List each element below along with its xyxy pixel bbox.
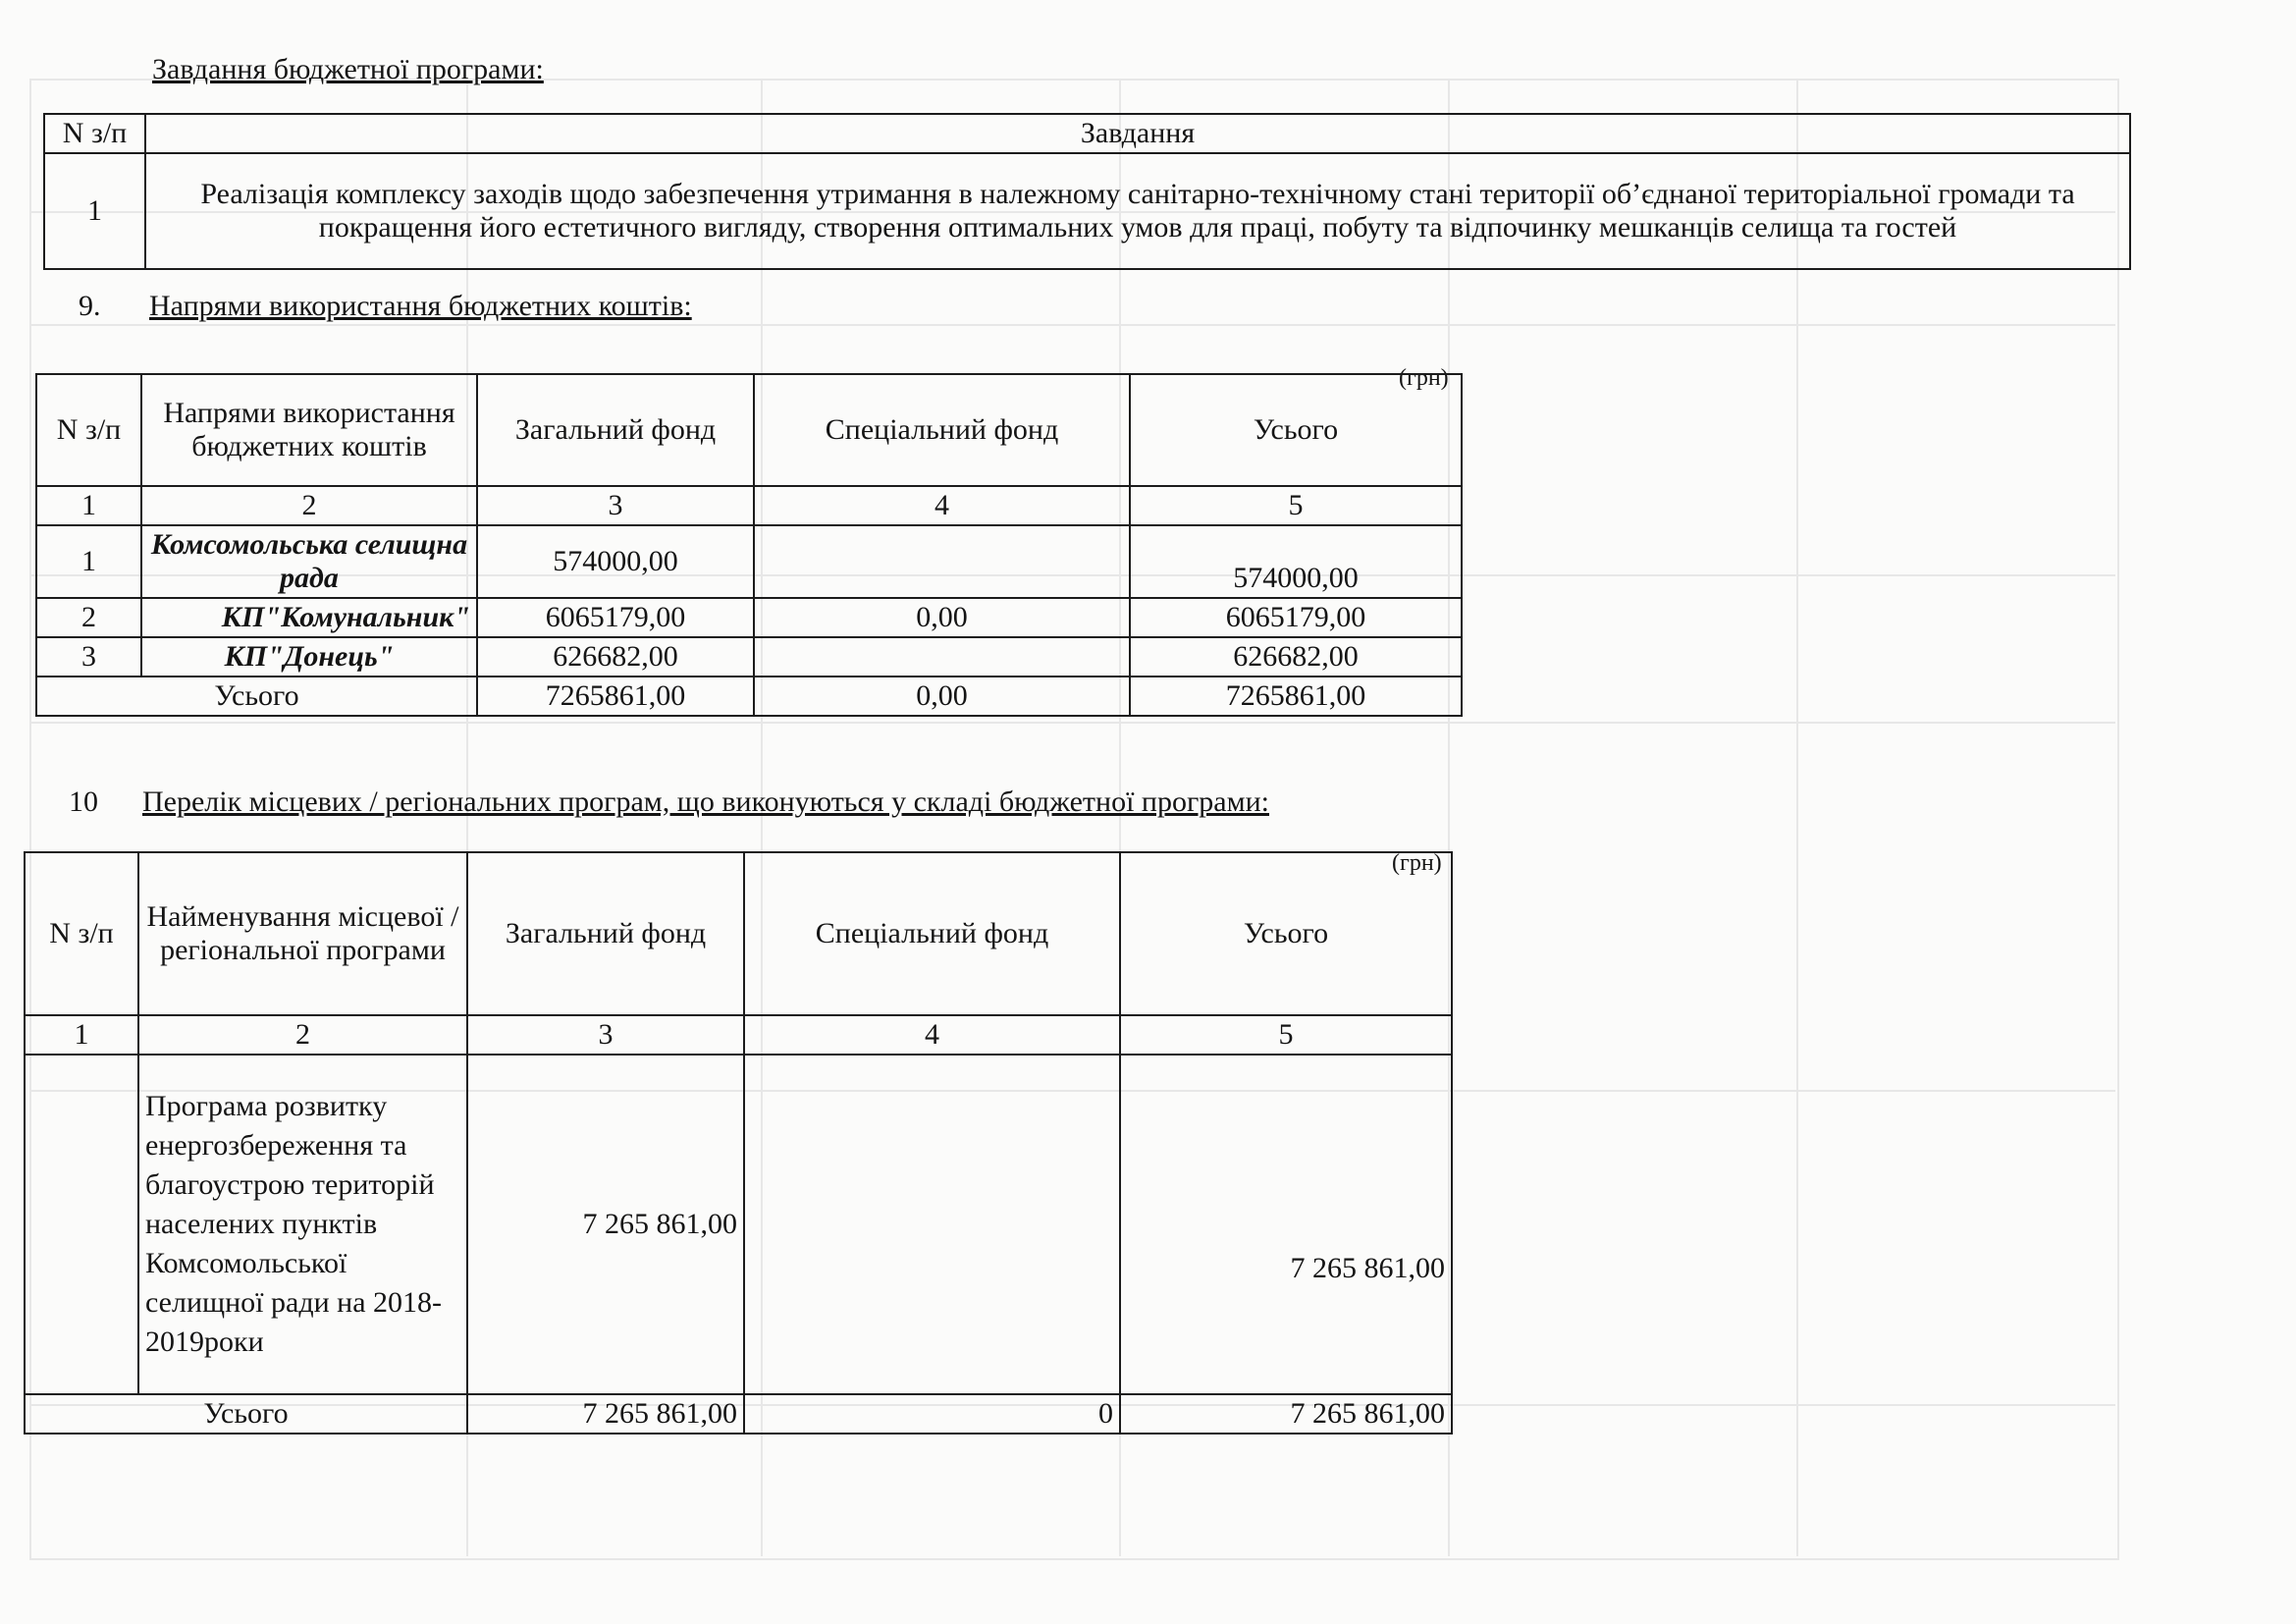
special-fund-value	[744, 1055, 1120, 1394]
direction-name: КП"Донець"	[141, 637, 477, 677]
index-row	[36, 486, 1462, 525]
general-fund-value: 574000,00	[477, 525, 754, 598]
section-9-heading: Напрями використання бюджетних коштів:	[149, 290, 692, 322]
row-number: 1	[44, 153, 145, 269]
direction-name: Комсомольська селищна рада	[141, 525, 477, 598]
total-row	[25, 1394, 1452, 1434]
table-header-row	[25, 852, 1452, 1015]
column-header-special-fund: Спеціальний фонд	[754, 374, 1130, 486]
program-name: Програма розвитку енергозбереження та благоустрою територій населених пунктів Комсомольської селищної ради на 2018-2019роки	[138, 1055, 467, 1394]
column-header-special-fund: Спеціальний фонд	[744, 852, 1120, 1015]
table-row	[36, 598, 1462, 637]
total-value: 7 265 861,00	[1120, 1055, 1452, 1394]
total-value: 574000,00	[1130, 525, 1462, 598]
section-10-unit: (грн)	[1392, 850, 1442, 876]
grand-total: 7 265 861,00	[1120, 1394, 1452, 1434]
grand-total: 7265861,00	[1130, 677, 1462, 716]
task-text: Реалізація комплексу заходів щодо забезпечення утримання в належному санітарно-технічному стані території об’єднаної територіальної громади та покращення його естетичного вигляду, створення оптимальних умов для праці, побуту та відпочинку мешканців селища та гостей	[145, 153, 2130, 269]
section-8-heading: Завдання бюджетної програми:	[152, 53, 544, 85]
row-number: 2	[36, 598, 141, 637]
index-cell: 4	[754, 486, 1130, 525]
table-row	[25, 1055, 1452, 1394]
column-header-number: N з/п	[25, 852, 138, 1015]
table-row	[44, 153, 2130, 269]
total-value: 6065179,00	[1130, 598, 1462, 637]
general-fund-total: 7 265 861,00	[467, 1394, 744, 1434]
tasks-table	[43, 113, 2131, 270]
column-header-total: Усього	[1120, 852, 1452, 1015]
row-number	[25, 1055, 138, 1394]
index-cell: 5	[1120, 1015, 1452, 1055]
column-header-general-fund: Загальний фонд	[477, 374, 754, 486]
column-header-total: Усього	[1130, 374, 1462, 486]
column-header-number: N з/п	[36, 374, 141, 486]
column-header-direction: Напрями використання бюджетних коштів	[141, 374, 477, 486]
index-row	[25, 1015, 1452, 1055]
column-header-task: Завдання	[145, 114, 2130, 153]
total-label: Усього	[25, 1394, 467, 1434]
column-header-general-fund: Загальний фонд	[467, 852, 744, 1015]
index-cell: 1	[36, 486, 141, 525]
index-cell: 5	[1130, 486, 1462, 525]
budget-directions-table	[35, 373, 1463, 717]
total-label: Усього	[36, 677, 477, 716]
special-fund-value	[754, 525, 1130, 598]
general-fund-value: 6065179,00	[477, 598, 754, 637]
direction-name: КП"Комунальник"	[141, 598, 477, 637]
column-header-program-name: Найменування місцевої / регіональної програми	[138, 852, 467, 1015]
general-fund-value: 7 265 861,00	[467, 1055, 744, 1394]
section-10-number: 10	[69, 785, 98, 818]
section-10-heading: Перелік місцевих / регіональних програм, що виконуються у складі бюджетної програми:	[142, 785, 1269, 818]
programs-table	[24, 851, 1453, 1435]
index-cell: 3	[467, 1015, 744, 1055]
table-row	[36, 637, 1462, 677]
section-9-unit: (грн)	[1399, 365, 1449, 391]
special-fund-total: 0	[744, 1394, 1120, 1434]
index-cell: 4	[744, 1015, 1120, 1055]
table-header-row	[44, 114, 2130, 153]
total-value: 626682,00	[1130, 637, 1462, 677]
section-9-number: 9.	[79, 290, 101, 322]
index-cell: 3	[477, 486, 754, 525]
table-header-row	[36, 374, 1462, 486]
total-row	[36, 677, 1462, 716]
index-cell: 2	[138, 1015, 467, 1055]
row-number: 1	[36, 525, 141, 598]
column-header-number: N з/п	[44, 114, 145, 153]
special-fund-value: 0,00	[754, 598, 1130, 637]
general-fund-total: 7265861,00	[477, 677, 754, 716]
index-cell: 2	[141, 486, 477, 525]
general-fund-value: 626682,00	[477, 637, 754, 677]
special-fund-value	[754, 637, 1130, 677]
table-row	[36, 525, 1462, 598]
special-fund-total: 0,00	[754, 677, 1130, 716]
row-number: 3	[36, 637, 141, 677]
index-cell: 1	[25, 1015, 138, 1055]
